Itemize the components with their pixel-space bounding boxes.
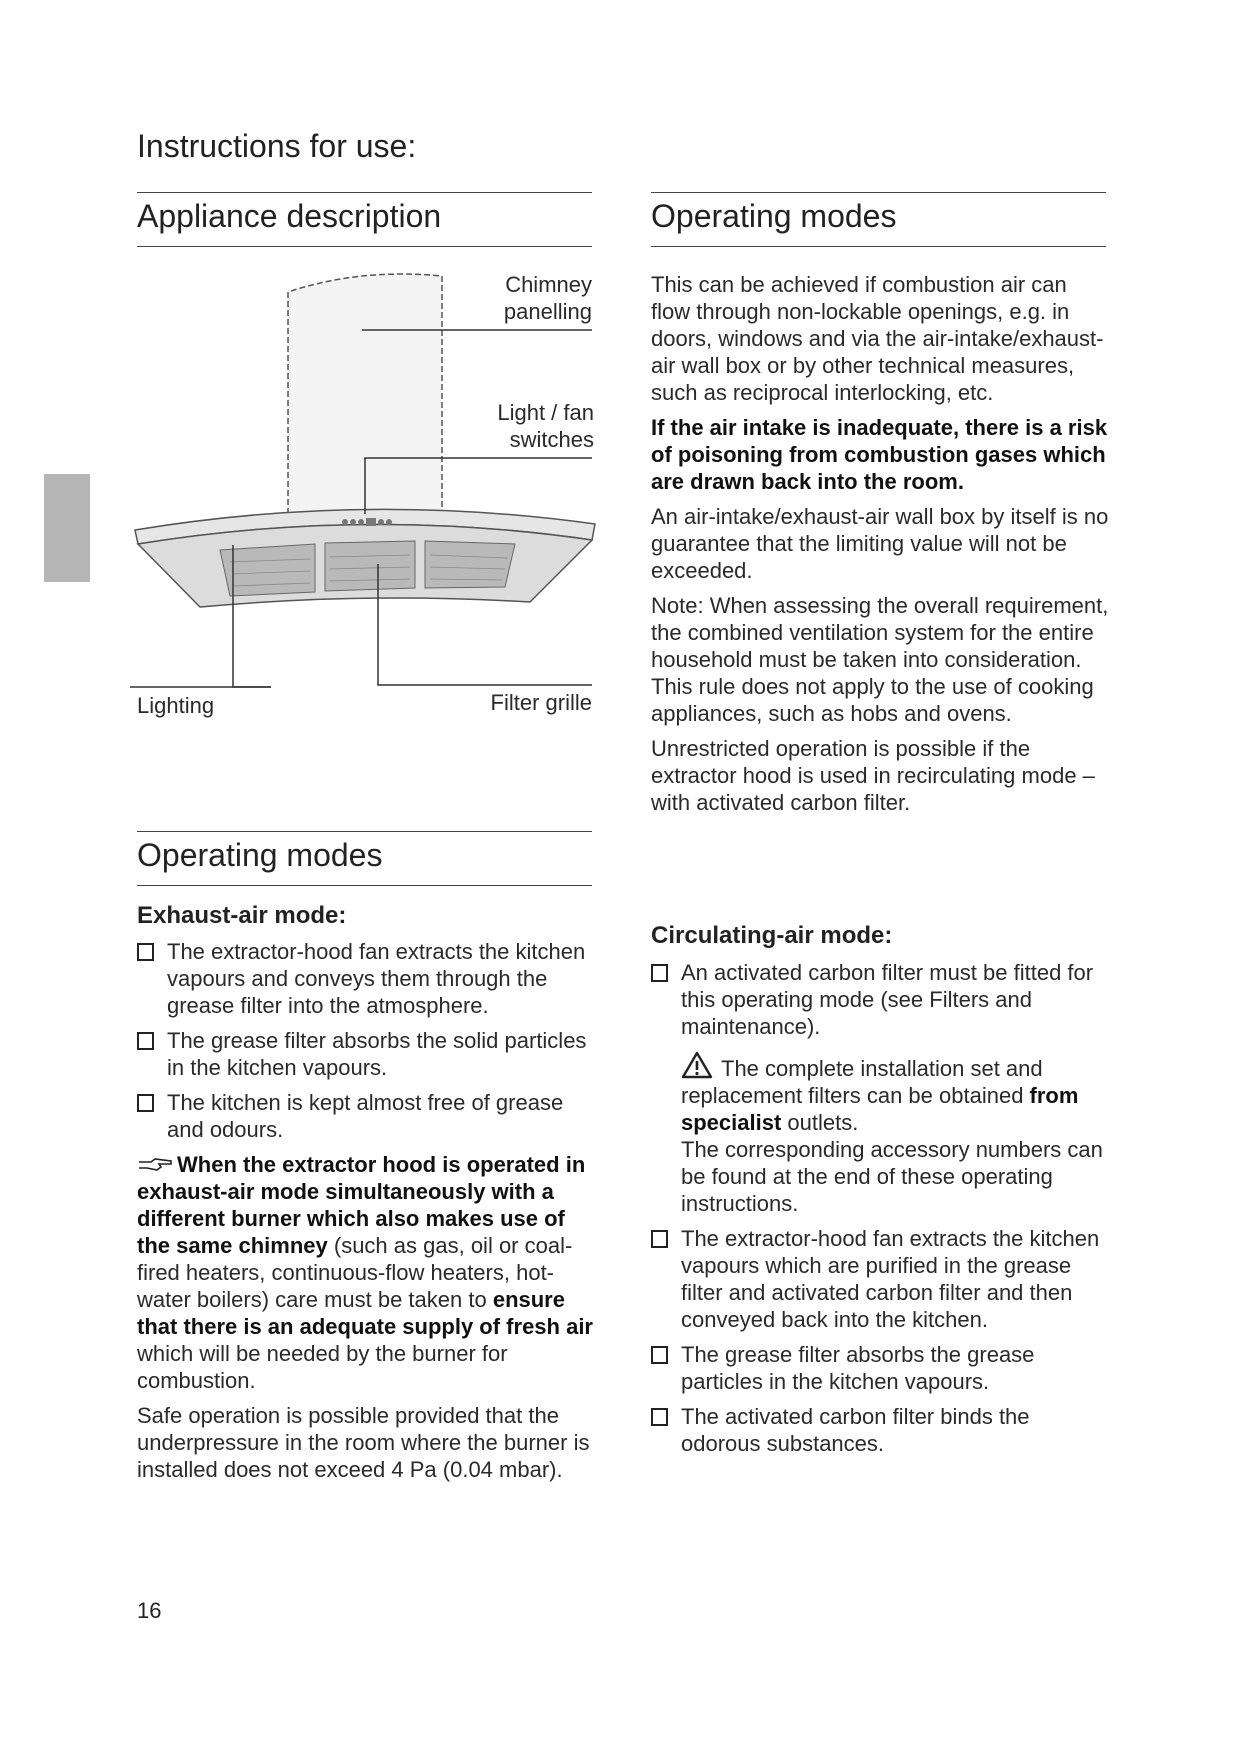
side-thumb-tab xyxy=(44,474,90,582)
list-item: The extractor-hood fan extracts the kitchen vapours which are purified in the grease filter and activated carbon filter and then conveyed back into the kitchen. xyxy=(651,1225,1111,1333)
divider xyxy=(137,831,592,832)
paragraph: Unrestricted operation is possible if the extractor hood is used in recirculating mode – with activated carbon filter. xyxy=(651,736,1095,815)
paragraph: An air-intake/exhaust-air wall box by itself is no guarantee that the limiting value will not be exceeded. xyxy=(651,504,1109,583)
filter-grille-label: Filter grille xyxy=(490,690,592,715)
appliance-description-heading: Appliance description xyxy=(137,198,442,234)
checkbox-bullet-icon xyxy=(651,1346,668,1364)
checkbox-bullet-icon xyxy=(651,964,668,982)
warning-triangle-icon xyxy=(681,1050,713,1080)
exhaust-section xyxy=(137,938,595,1491)
list-item: The grease filter absorbs the grease particles in the kitchen vapours. xyxy=(651,1341,1111,1395)
chimney-note: When the extractor hood is operated in exhaust-air mode simultaneously with a different burner which also makes use of the same chimney (such as gas, oil or coal-fired heaters, continuous-flow heaters, hot-water boilers) care must be taken to ensure that there is an adequate supply of fresh air which will be needed by the burner for combustion. xyxy=(137,1152,593,1393)
paragraph: Note: When assessing the overall requirement, the combined ventilation system for the entire household must be taken into consideration. This rule does not apply to the use of cooking appliances, such as hobs and ovens. xyxy=(651,593,1109,726)
divider xyxy=(137,885,592,886)
chimney-panelling-label: Chimney panelling xyxy=(503,272,592,324)
list-item: The activated carbon filter binds the odorous substances. xyxy=(651,1403,1111,1457)
poisoning-warning: If the air intake is inadequate, there is a risk of poisoning from combustion gases which are drawn back into the room. xyxy=(651,415,1108,494)
pointing-hand-icon xyxy=(137,1156,173,1172)
divider xyxy=(651,246,1106,247)
exhaust-air-mode-heading: Exhaust-air mode: xyxy=(137,902,347,929)
paragraph: This can be achieved if combustion air can flow through non-lockable openings, e.g. in doors, windows and via the air-intake/exhaust-air wall box or by other technical measures, such as reciprocal interlocking, etc. xyxy=(651,272,1104,405)
page-number: 16 xyxy=(137,1598,162,1623)
page-title: Instructions for use: xyxy=(137,128,417,164)
installation-note: The complete installation set and replacement filters can be obtained from specialist outlets. The corresponding accessory numbers can be found at the end of these operating instructions. xyxy=(651,1050,1111,1217)
lighting-label: Lighting xyxy=(137,693,215,718)
checkbox-bullet-icon xyxy=(651,1230,668,1248)
list-item: The extractor-hood fan extracts the kitchen vapours and conveys them through the grease filter into the atmosphere. xyxy=(137,938,595,1019)
circulating-section xyxy=(651,959,1111,1465)
safe-operation-text: Safe operation is possible provided that the underpressure in the room where the burner is installed does not exceed 4 Pa (0.04 mbar). xyxy=(137,1403,590,1482)
circulating-air-mode-heading: Circulating-air mode: xyxy=(651,922,893,949)
light-fan-switches-label: Light / fan switches xyxy=(497,400,594,452)
checkbox-bullet-icon xyxy=(137,1094,154,1112)
checkbox-bullet-icon xyxy=(137,943,154,961)
list-item: The grease filter absorbs the solid particles in the kitchen vapours. xyxy=(137,1027,595,1081)
divider xyxy=(137,192,592,193)
operating-modes-heading-left: Operating modes xyxy=(137,837,383,873)
extractor-hood-diagram xyxy=(130,262,600,702)
list-item: The kitchen is kept almost free of grease and odours. xyxy=(137,1089,595,1143)
list-item: An activated carbon filter must be fitted for this operating mode (see Filters and maintenance). xyxy=(651,959,1111,1040)
checkbox-bullet-icon xyxy=(137,1032,154,1050)
divider xyxy=(651,192,1106,193)
divider xyxy=(137,246,592,247)
operating-modes-heading-right: Operating modes xyxy=(651,198,897,234)
checkbox-bullet-icon xyxy=(651,1408,668,1426)
operating-modes-text xyxy=(651,271,1111,824)
